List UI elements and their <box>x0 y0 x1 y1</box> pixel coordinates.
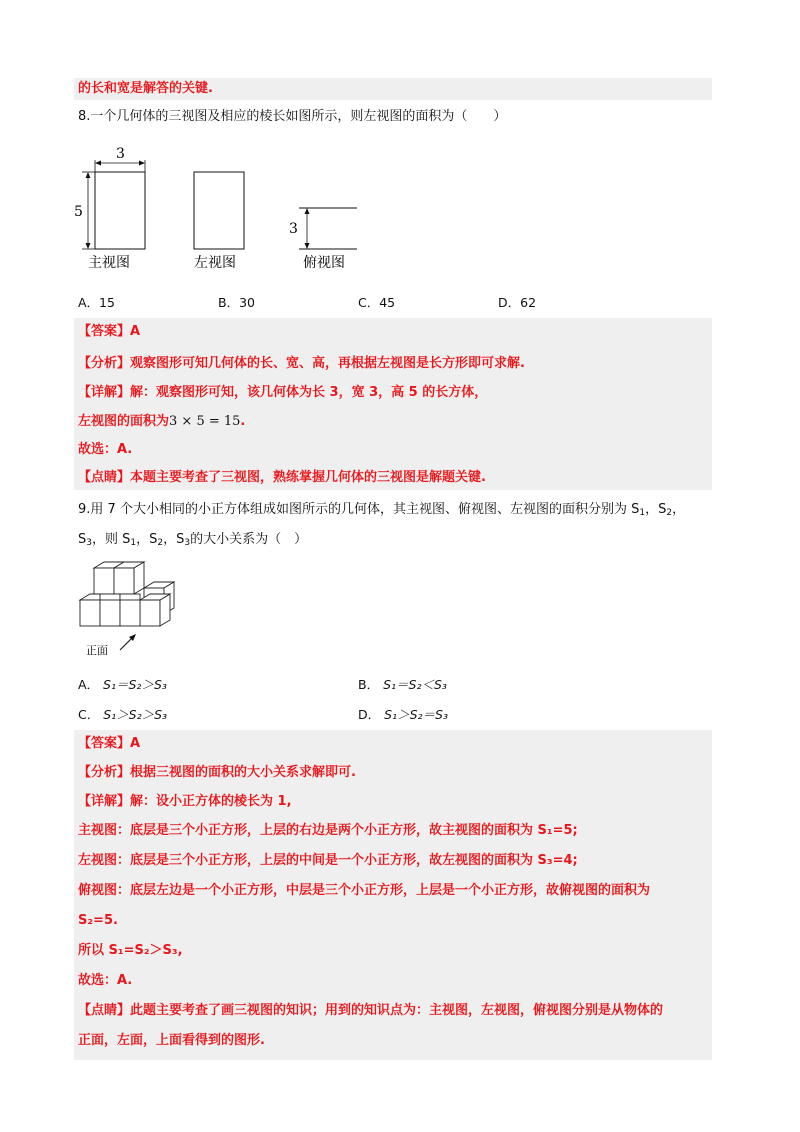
front-view-rect <box>95 172 145 249</box>
q9-stem-line-2: $S_3$，则 $S_1$，$S_2$，$S_3$的大小关系为（ ） <box>78 532 308 548</box>
q9-analysis: 【分析】根据三视图的面积的大小关系求解即可. <box>78 765 356 780</box>
q9-detail-1: 【详解】解：设小正方体的棱长为 1, <box>78 794 292 809</box>
q9-choice: 故选：A. <box>78 973 133 988</box>
q9-answer: 【答案】A <box>78 736 141 751</box>
q8-option-c: C．45 <box>358 295 396 310</box>
q8-option-b: B．30 <box>218 295 255 310</box>
front-view-label: 主视图 <box>88 255 130 271</box>
q8-formula: 3 × 5 = 15 <box>169 414 241 429</box>
q9-detail-6: 所以 S₁=S₂＞S₃, <box>78 943 183 958</box>
q9-option-b: B． S₁＝S₂＜S₃ <box>358 677 447 692</box>
q9-detail-5: S₂=5. <box>78 913 118 928</box>
q9-detail-2: 主视图：底层是三个小正方形，上层的右边是两个小正方形，故主视图的面积为 S₁=5; <box>78 823 578 838</box>
q9-cubes-figure <box>72 560 212 660</box>
q8-solution-shade <box>74 318 712 490</box>
q9-comment-2: 正面，左面，上面看得到的图形. <box>78 1033 265 1048</box>
q9-comment-1: 【点睛】此题主要考查了画三视图的知识；用到的知识点为：主视图，左视图，俯视图分别是从物体的 <box>78 1003 664 1018</box>
q8-option-d: D．62 <box>498 295 537 310</box>
dim-top-label: 3 <box>116 146 125 162</box>
q8-stem: 8.一个几何体的三视图及相应的棱长如图所示，则左视图的面积为（ ） <box>78 109 507 124</box>
top-view-label: 俯视图 <box>303 255 345 271</box>
q8-detail-1: 【详解】解：观察图形可知，该几何体为长 3，宽 3，高 5 的长方体， <box>78 385 488 400</box>
left-view-label: 左视图 <box>194 255 236 271</box>
q9-option-d: D． S₁＞S₂＝S₃ <box>358 707 448 722</box>
top-note: 的长和宽是解答的关键. <box>78 81 213 96</box>
q9-option-a: A． S₁＝S₂＞S₃ <box>78 677 167 692</box>
q9-detail-3: 左视图：底层是三个小正方形，上层的中间是一个小正方形，故左视图的面积为 S₃=4; <box>78 853 578 868</box>
dim-right-label: 3 <box>289 221 298 237</box>
q8-detail-2: 左视图的面积为3 × 5 = 15. <box>78 414 246 429</box>
q9-detail-4: 俯视图：底层左边是一个小正方形，中层是三个小正方形，上层是一个小正方形，故俯视图的面积为 <box>78 883 651 898</box>
q8-analysis: 【分析】观察图形可知几何体的长、宽、高，再根据左视图是长方形即可求解. <box>78 356 525 371</box>
q9-stem-line-1: 9.用 7 个大小相同的小正方体组成如图所示的几何体，其主视图、俯视图、左视图的面积分别为 $S_1$，$S_2$， <box>78 502 686 518</box>
front-label: 正面 <box>86 644 108 657</box>
left-view-rect <box>194 172 244 249</box>
q9-option-c: C． S₁＞S₂＞S₃ <box>78 707 168 722</box>
q8-three-views-figure <box>70 140 370 280</box>
q8-answer: 【答案】A <box>78 324 141 339</box>
q8-choice: 故选：A. <box>78 442 133 457</box>
q8-option-a: A．15 <box>78 295 115 310</box>
dim-left-label: 5 <box>74 204 83 220</box>
q8-comment: 【点睛】本题主要考查了三视图，熟练掌握几何体的三视图是解题关键. <box>78 470 486 485</box>
